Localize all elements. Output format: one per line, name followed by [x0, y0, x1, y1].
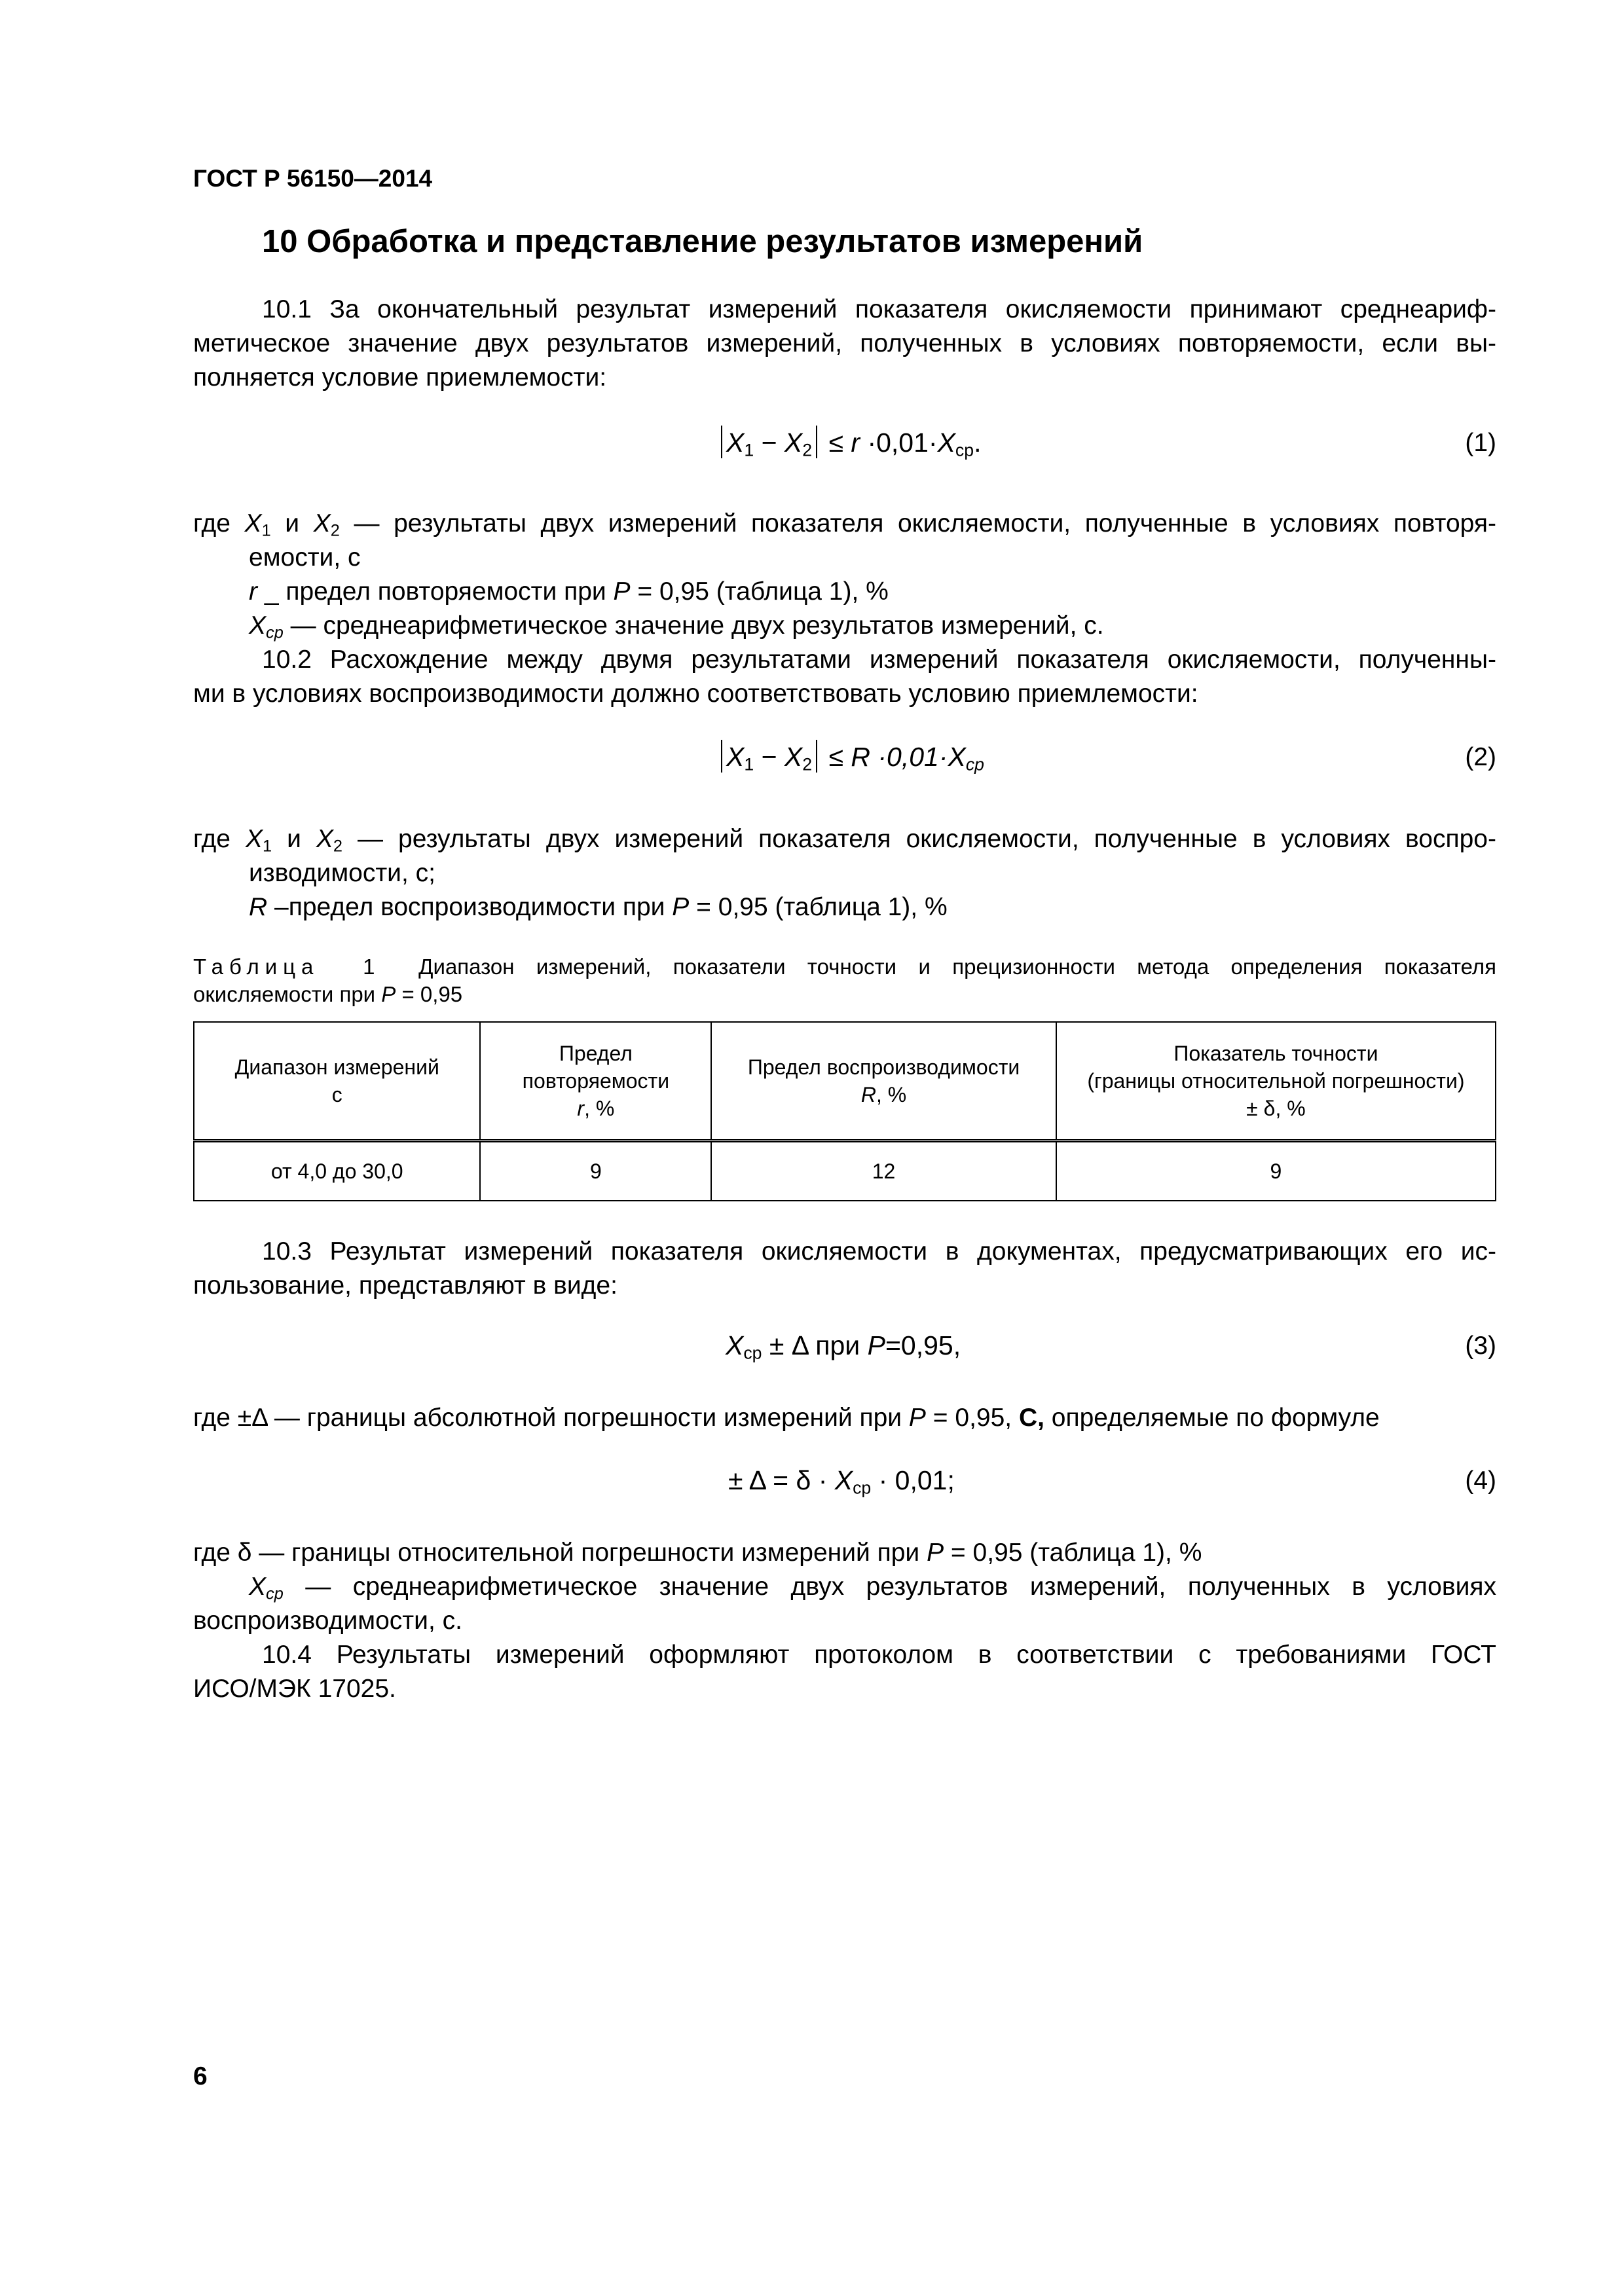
cell-reproducibility: 12 — [711, 1141, 1056, 1201]
where-4-line-2: $X_{ср}$ — среднеарифметическое значение двух результатов измерений, полученных в условиях — [249, 1573, 1496, 1603]
formula-4: ± $\Delta = \delta \cdot X_{ср} \cdot 0,01$; — [728, 1465, 955, 1498]
table-header-row — [194, 1022, 1496, 1141]
cell-repeatability: 9 — [480, 1141, 711, 1201]
document-header: ГОСТ Р 56150—2014 — [193, 165, 433, 192]
where-1-r-definition: r _ предел повторяемости при P = 0,95 (таблица 1), % — [249, 577, 889, 606]
formula-1: $X_1 - X_2 \le r \cdot 0,01\cdot X_{ср}$. — [717, 426, 981, 461]
page-number: 6 — [193, 2062, 208, 2090]
cell-range: от 4,0 до 30,0 — [194, 1141, 480, 1201]
formula-2: $X_1 - X_2 \le R \cdot 0,01\cdot X_{ср}$ — [717, 740, 984, 775]
table-1-caption-line-1: Таблица 1 Диапазон измерений, показатели точности и прецизионности метода определения показателя — [193, 955, 1496, 979]
table-row — [194, 1141, 1496, 1201]
formula-4-number: (4) — [1465, 1467, 1496, 1495]
where-4-line-1: где δ — границы относительной погрешности измерений при P = 0,95 (таблица 1), % — [193, 1539, 1202, 1567]
where-2-line-2: изводимости, с; — [249, 859, 435, 887]
paragraph-10-3-line-2: пользование, представляют в виде: — [193, 1271, 618, 1300]
paragraph-10-1-line-1: 10.1 За окончательный результат измерений показателя окисляемости принимают среднеариф- — [262, 295, 1496, 323]
paragraph-10-4-line-2: ИСО/МЭК 17025. — [193, 1675, 396, 1703]
where-4-line-3: воспроизводимости, с. — [193, 1607, 462, 1635]
table-1 — [193, 1021, 1496, 1201]
cell-accuracy: 9 — [1056, 1141, 1496, 1201]
header-reproducibility: Предел воспроизводимости R, % — [711, 1022, 1056, 1141]
header-repeatability: Предел повторяемости r, % — [480, 1022, 711, 1141]
where-1-line-2: емости, с — [249, 543, 361, 572]
paragraph-10-4-line-1: 10.4 Результаты измерений оформляют протоколом в соответствии с требованиями ГОСТ — [262, 1641, 1496, 1669]
section-title: 10 Обработка и представление результатов измерений — [262, 224, 1143, 259]
where-3-line: где ±Δ — границы абсолютной погрешности измерений при P = 0,95, С, определяемые по формуле — [193, 1404, 1380, 1432]
where-1-line-1: где $X_1$ и $X_2$ — результаты двух измерений показателя окисляемости, полученные в условиях повторя- — [193, 509, 1496, 540]
where-2-line-1: где $X_1$ и $X_2$ — результаты двух измерений показателя окисляемости, полученные в условиях воспро- — [193, 825, 1496, 856]
formula-2-number: (2) — [1465, 743, 1496, 771]
header-accuracy: Показатель точности (границы относительной погрешности) ± δ, % — [1056, 1022, 1496, 1141]
where-2-r-definition: R –предел воспроизводимости при P = 0,95 (таблица 1), % — [249, 893, 948, 921]
formula-3: $X_{ср} \pm \Delta$ при P=0,95, — [726, 1330, 961, 1363]
formula-3-number: (3) — [1465, 1332, 1496, 1360]
paragraph-10-3-line-1: 10.3 Результат измерений показателя окисляемости в документах, предусматривающих его ис- — [262, 1237, 1496, 1266]
paragraph-10-1-line-3: полняется условие приемлемости: — [193, 363, 607, 392]
paragraph-10-2-line-2: ми в условиях воспроизводимости должно соответствовать условию приемлемости: — [193, 680, 1198, 708]
table-1-caption-line-2: окисляемости при P = 0,95 — [193, 982, 463, 1006]
header-range: Диапазон измерений с — [194, 1022, 480, 1141]
formula-1-number: (1) — [1465, 429, 1496, 457]
where-1-xcp-definition: $X_{ср}$ — среднеарифметическое значение двух результатов измерений, с. — [249, 611, 1104, 642]
paragraph-10-1-line-2: метическое значение двух результатов измерений, полученных в условиях повторяемости, если вы- — [193, 329, 1496, 357]
paragraph-10-2-line-1: 10.2 Расхождение между двумя результатами измерений показателя окисляемости, полученны- — [262, 646, 1496, 674]
